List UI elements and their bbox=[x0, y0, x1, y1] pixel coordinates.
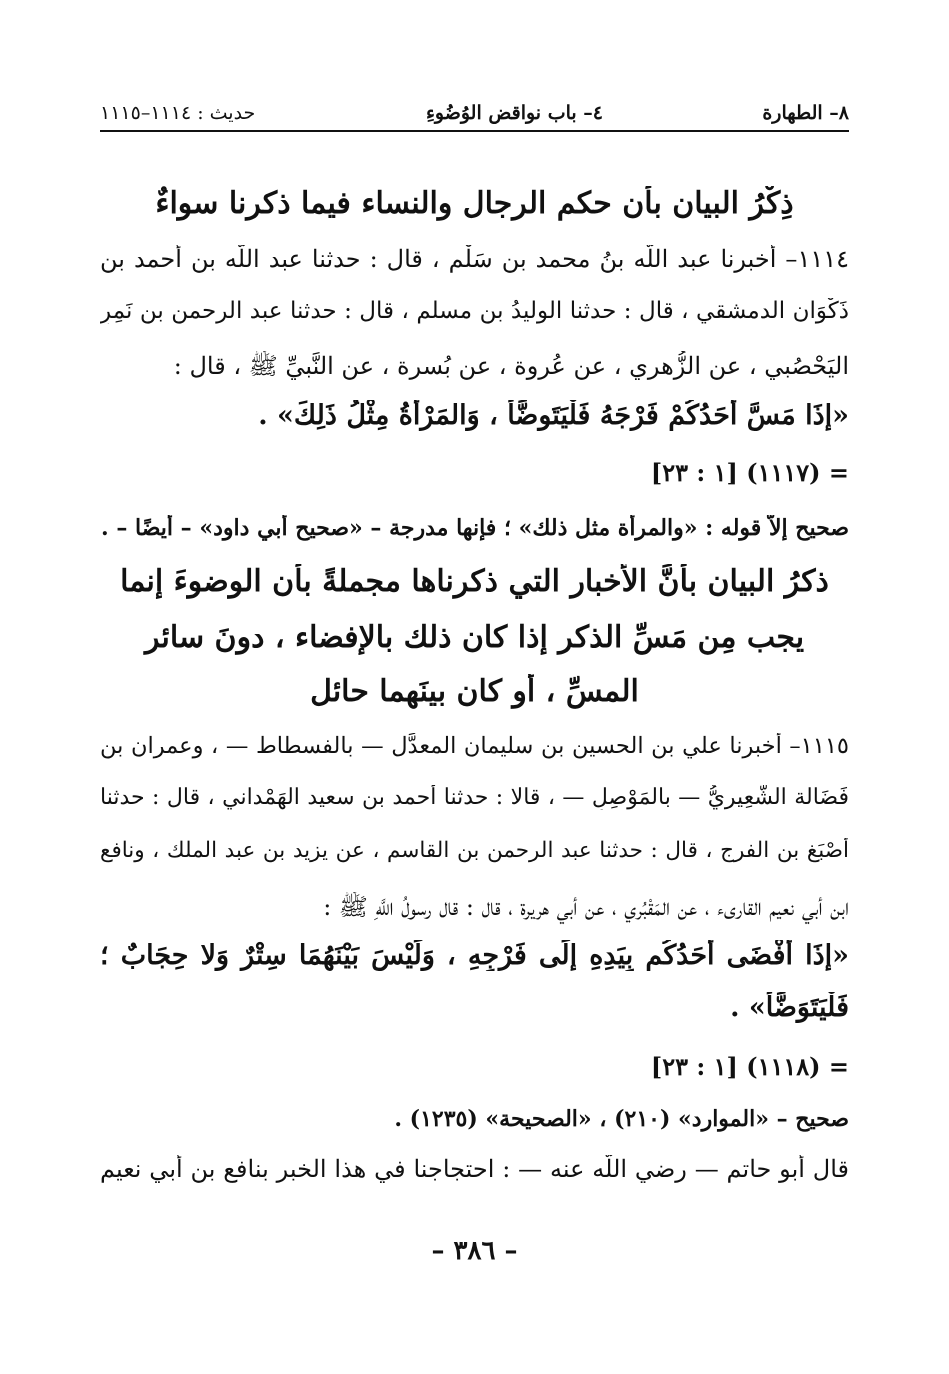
grading-note: صحيح – «الموارد» (٢١٠) ، «الصحيحة» (١٢٣٥) . bbox=[394, 1106, 849, 1132]
page-number: – ٣٨٦ – bbox=[431, 1236, 518, 1266]
grading-note: صحيح إلاَّ قوله : «والمرأة مثل ذلك» ؛ فإنها مدرجة – «صحيح أبي داود» – أيضًا – . bbox=[101, 515, 849, 541]
paragraph-line: ١١١٤– أخبرنا عبد اللَّه بنُ محمد بن سَلْم ، قال : حدثنا عبد اللَّه بن أحمد بن bbox=[100, 245, 849, 273]
header-hadith-range: حديث : ١١١٤–١١١٥ bbox=[100, 102, 256, 124]
hadith-text-line: فَلْيَتَوَضَّأْ» . bbox=[730, 992, 849, 1023]
paragraph-line: ذَكْوَان الدمشقي ، قال : حدثنا الوليدُ بن مسلم ، قال : حدثنا عبد الرحمن بنِ نَمِرٍ bbox=[100, 298, 849, 324]
section-heading-2-line-2: يجب مِن مَسِّ الذكر إذا كان ذلك بالإفضاء ، دونَ سائر bbox=[144, 620, 805, 655]
hadith-text-line: «إذَا أَفْضَى أَحَدُكُم بِيَدِهِ إِلَى فَرْجِهِ ، وَلَيْسَ بَيْنَهُمَا سِتْرٌ وَلا حِجَابٌ ؛ bbox=[100, 940, 849, 971]
section-heading-2-line-1: ذكرُ البيان بأنَّ الأخبار التي ذكرناها مجملةً بأن الوضوءَ إنما bbox=[120, 564, 829, 599]
hadith-text: «إذَا مَسَّ أَحَدُكُمْ فَرْجَهُ فَلْيَتَوضَّأْ ، وَالمَرْأَةُ مِثْلُ ذَلِكَ» . bbox=[258, 400, 849, 431]
header-book-title: ٨– الطهارة bbox=[762, 102, 849, 124]
section-heading-1: ذِكْرُ البيان بأن حكم الرجال والنساء فيما ذكرنا سواءٌ bbox=[155, 186, 794, 221]
paragraph-line: فَضَالة الشَّعِيرِيُّ — بالمَوْصِلِ — ، قالا : حدثنا أحمد بن سعيد الهَمْداني ، قال : حدثنا bbox=[100, 785, 849, 810]
paragraph-line: ١١١٥– أخبرنا علي بن الحسين بن سليمان المعدَّل — بالفسطاط — ، وعمران بن bbox=[100, 733, 849, 759]
cross-reference: = (١١١٨) [١ : ٢٣] bbox=[650, 1052, 849, 1081]
paragraph-line: ابن أبي نعيم القارىء ، عن المَقْبُري ، عن أبي هريرة ، قال : قال رسولُ اللَّهِ ﷺ : bbox=[323, 893, 849, 921]
cross-reference: = (١١١٧) [١ : ٢٣] bbox=[650, 458, 849, 487]
header-chapter: ٤– باب نواقض الوُضُوءِ bbox=[425, 102, 604, 124]
section-heading-2-line-3: المسِّ ، أو كان بينَهما حائل bbox=[310, 674, 639, 709]
paragraph-line: اليَحْصُبي ، عن الزُّهري ، عن عُروة ، عن بُسرة ، عن النَّبيِّ ﷺ ، قال : bbox=[173, 352, 849, 380]
running-header bbox=[100, 96, 849, 132]
paragraph-line: أَصْبَغ بن الفرج ، قال : حدثنا عبد الرحمن بن القاسم ، عن يزيد بن عبد الملك ، ونافع bbox=[100, 838, 849, 863]
closing-line: قال أبو حاتم — رضي اللَّه عنه — : احتجاجنا في هذا الخبر بنافع بن أبي نعيم bbox=[100, 1155, 849, 1183]
